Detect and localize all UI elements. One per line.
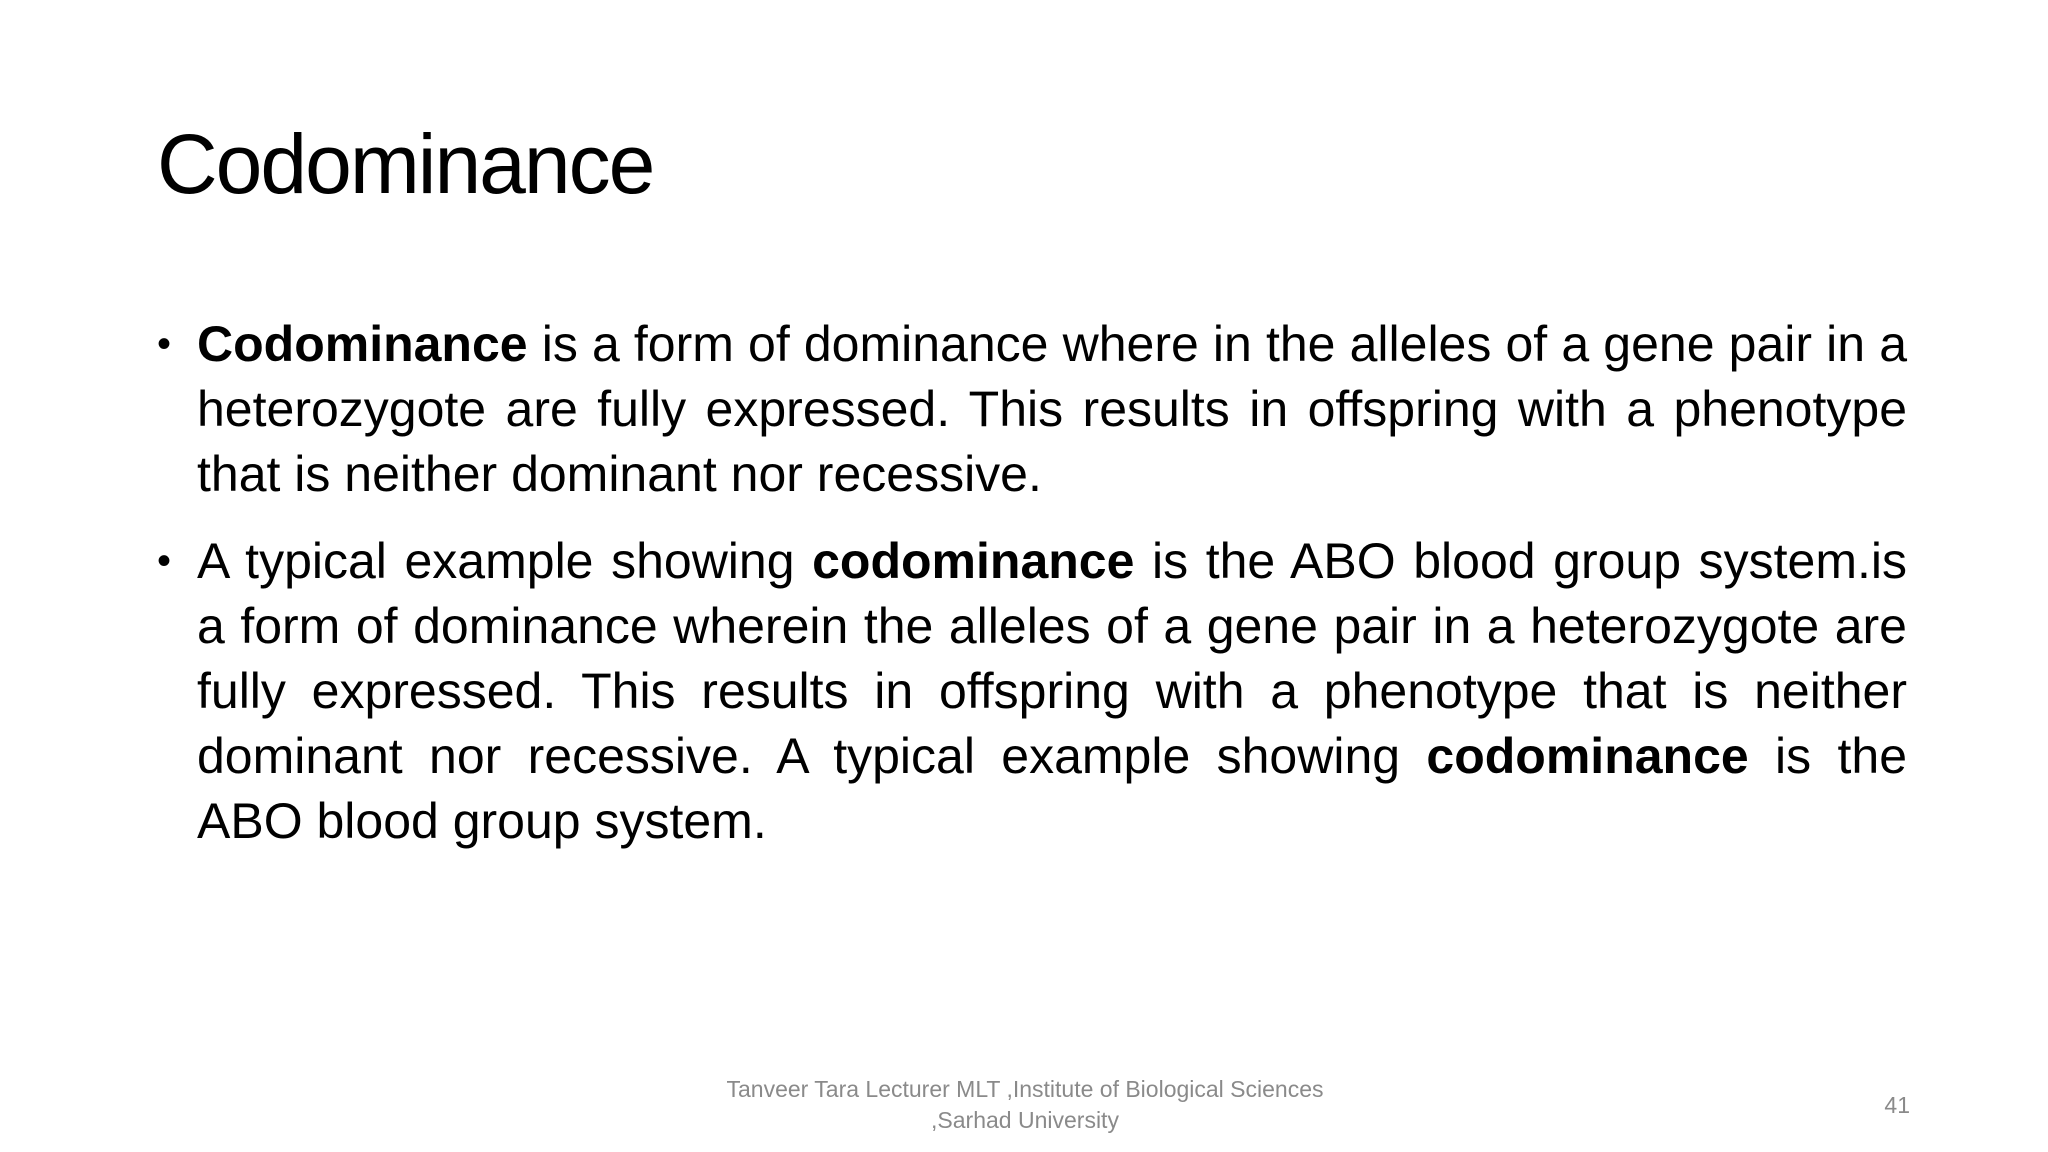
page-number: 41 bbox=[1884, 1092, 1910, 1118]
footer-line-1: Tanveer Tara Lecturer MLT ,Institute of Biological Sciences bbox=[726, 1076, 1324, 1102]
footer-line-2: ,Sarhad University bbox=[931, 1107, 1119, 1133]
bullet-1-text: is a form of dominance where in the alleles of a gene pair in a heterozygote are fully expressed. This results in offspring with a phenotype that is neither dominant nor recessive. bbox=[197, 316, 1907, 502]
slide-title: Codominance bbox=[157, 117, 654, 211]
bullet-icon: • bbox=[157, 539, 172, 583]
slide-body bbox=[157, 312, 1907, 876]
bullet-2-text-1: A typical example showing bbox=[197, 533, 813, 589]
bullet-2-text-2: is the ABO blood group system.is a form of dominance wherein the alleles of a gene pair in a heterozygote are fully expressed. This results in offspring with a phenotype that is neither dominant nor recessive. A typical example showing bbox=[197, 533, 1907, 784]
bullet-icon: • bbox=[157, 322, 172, 366]
bullet-item-1 bbox=[157, 312, 1907, 507]
bullet-2-bold-term-1: codominance bbox=[812, 533, 1135, 589]
bullet-2-text-3: is the ABO blood group system. bbox=[197, 728, 1907, 849]
bullet-2-bold-term-2: codominance bbox=[1426, 728, 1749, 784]
bullet-1-bold-term: Codominance bbox=[197, 316, 528, 372]
bullet-item-2 bbox=[157, 529, 1907, 854]
slide-footer bbox=[700, 1074, 1350, 1136]
